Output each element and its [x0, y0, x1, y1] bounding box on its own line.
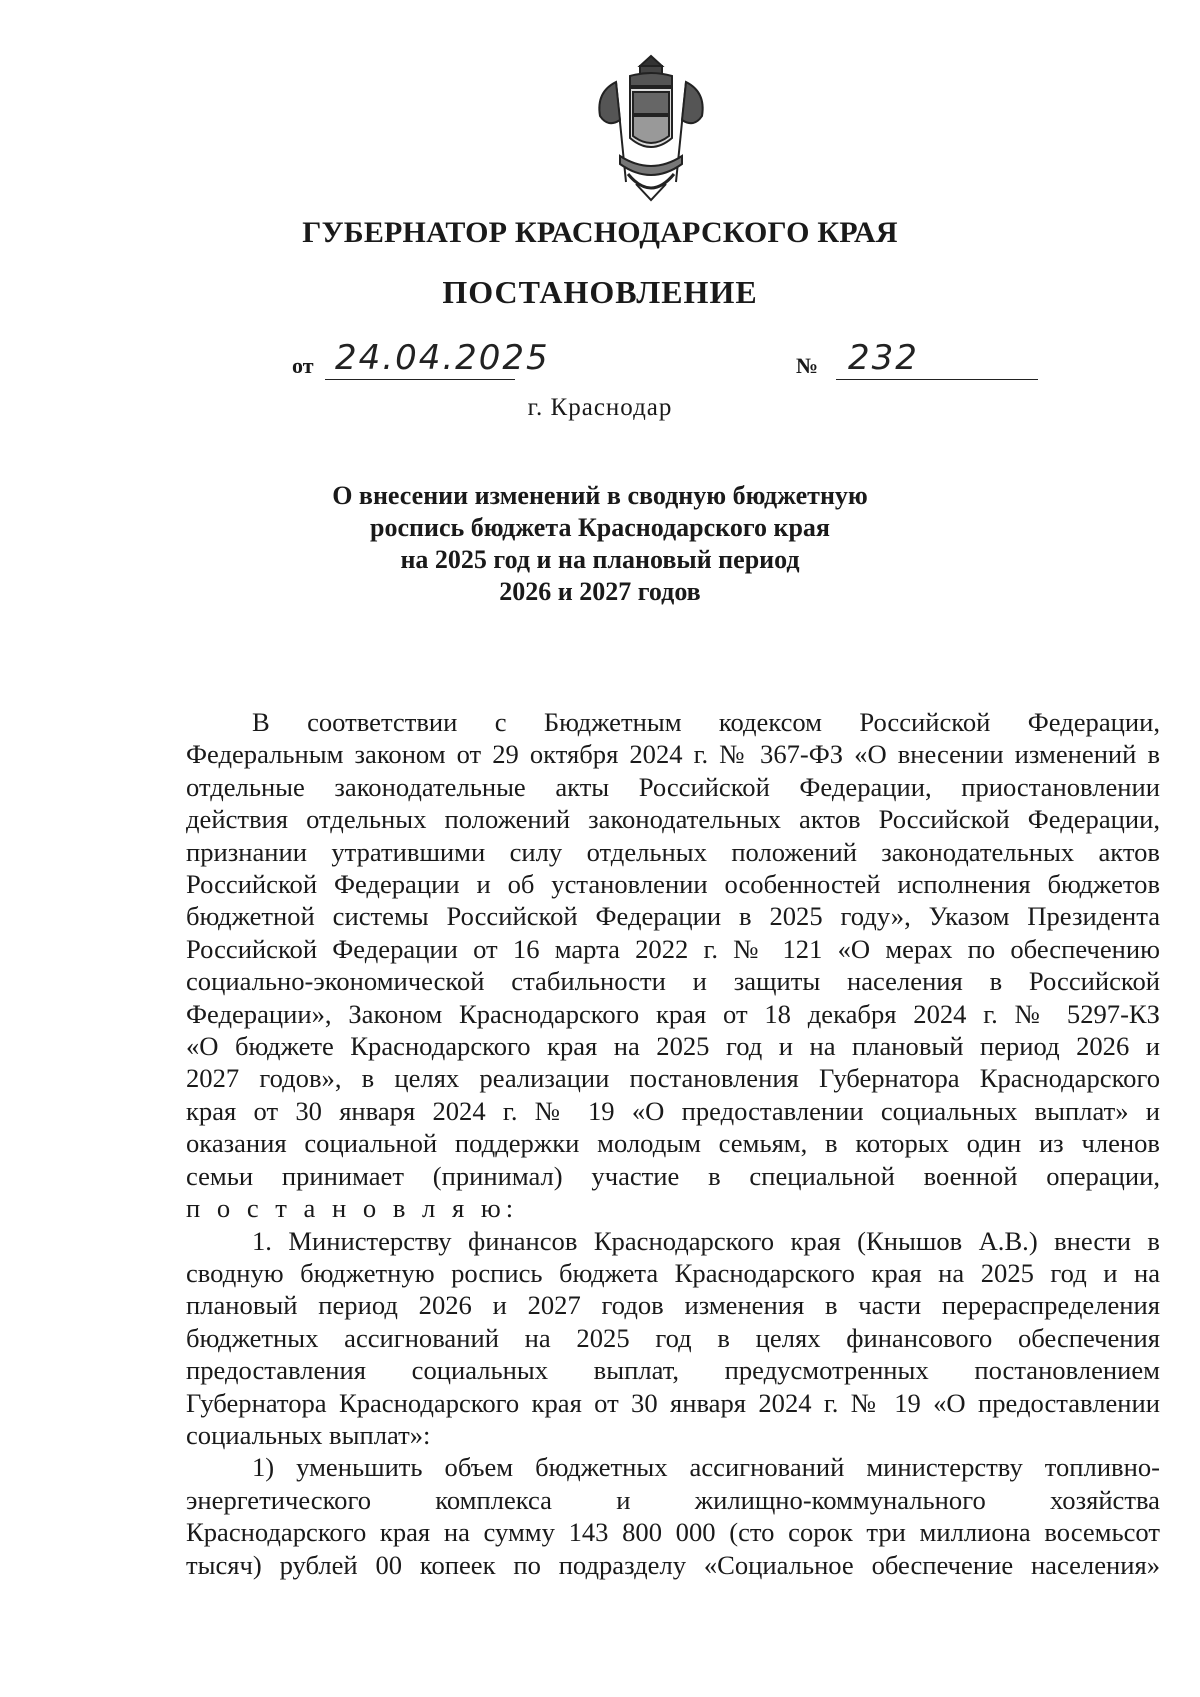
body-line: социально-экономической стабильности и защиты населения в Российской: [186, 966, 1160, 997]
body-line: Федерации», Законом Краснодарского края от 18 декабря 2024 г. № 5297-КЗ: [186, 998, 1160, 1029]
body-line: 1. Министерству финансов Краснодарского края (Кнышов А.В.) внести в: [252, 1225, 1160, 1256]
body-line: действия отдельных положений законодательных актов Российской Федерации,: [186, 804, 1160, 835]
document-title: [0, 480, 1200, 608]
date-prefix: от: [292, 353, 314, 378]
authority-heading: ГУБЕРНАТОР КРАСНОДАРСКОГО КРАЯ: [302, 216, 898, 249]
body-line: 1) уменьшить объем бюджетных ассигнований министерству топливно-: [252, 1452, 1160, 1483]
city-line: г. Краснодар: [527, 394, 673, 421]
body-line: края от 30 января 2024 г. № 19 «О предоставлении социальных выплат» и: [186, 1095, 1160, 1126]
body-line: Российской Федерации от 16 марта 2022 г. № 121 «О мерах по обеспечению: [186, 933, 1160, 964]
date-number-row: [0, 340, 1200, 390]
body-text: [186, 706, 1160, 1581]
body-line: отдельные законодательные акты Российской Федерации, приостановлении: [186, 771, 1160, 802]
body-line: тысяч) рублей 00 копеек по подразделу «Социальное обеспечение населения»: [186, 1549, 1160, 1580]
coat-of-arms-emblem: [590, 52, 712, 207]
number-prefix: №: [796, 353, 819, 378]
handwritten-date: 24.04.2025: [335, 338, 550, 378]
date-underline: [325, 379, 515, 380]
body-line: признании утратившими силу отдельных положений законодательных актов: [186, 836, 1160, 867]
body-line: семьи принимает (принимал) участие в специальной военной операции,: [186, 1160, 1160, 1191]
body-line: оказания социальной поддержки молодым семьям, в которых один из членов: [186, 1128, 1160, 1159]
title-line: О внесении изменений в сводную бюджетную: [332, 481, 868, 510]
title-line: 2026 и 2027 годов: [499, 577, 701, 606]
body-line: В соответствии с Бюджетным кодексом Российской Федерации,: [252, 707, 1160, 737]
document-type-heading: ПОСТАНОВЛЕНИЕ: [442, 274, 758, 310]
body-line: социальных выплат»:: [186, 1419, 431, 1450]
number-underline: [836, 379, 1038, 380]
body-line: энергетического комплекса и жилищно-коммунального хозяйства: [186, 1484, 1160, 1515]
body-line: бюджетных ассигнований на 2025 год в целях финансового обеспечения: [186, 1322, 1160, 1353]
body-line: Краснодарского края на сумму 143 800 000 (сто сорок три миллиона восемьсот: [186, 1517, 1160, 1548]
body-line: предоставления социальных выплат, предусмотренных постановлением: [186, 1355, 1160, 1386]
body-line: Российской Федерации и об установлении особенностей исполнения бюджетов: [186, 869, 1160, 900]
body-line: 2027 годов», в целях реализации постановления Губернатора Краснодарского: [186, 1063, 1160, 1094]
body-line: Федеральным законом от 29 октября 2024 г. № 367-ФЗ «О внесении изменений в: [186, 739, 1160, 770]
body-line: бюджетной системы Российской Федерации в 2025 году», Указом Президента: [186, 901, 1160, 932]
body-line: «О бюджете Краснодарского края на 2025 год и на плановый период 2026 и: [186, 1031, 1160, 1062]
body-line: Губернатора Краснодарского края от 30 января 2024 г. № 19 «О предоставлении: [186, 1387, 1160, 1418]
handwritten-number: 232: [848, 338, 919, 378]
title-line: роспись бюджета Краснодарского края: [370, 513, 830, 542]
body-line-resolve: п о с т а н о в л я ю:: [186, 1193, 519, 1224]
body-line: сводную бюджетную роспись бюджета Краснодарского края на 2025 год и на: [186, 1257, 1160, 1288]
title-line: на 2025 год и на плановый период: [400, 545, 800, 574]
body-line: плановый период 2026 и 2027 годов изменения в части перераспределения: [186, 1290, 1160, 1321]
